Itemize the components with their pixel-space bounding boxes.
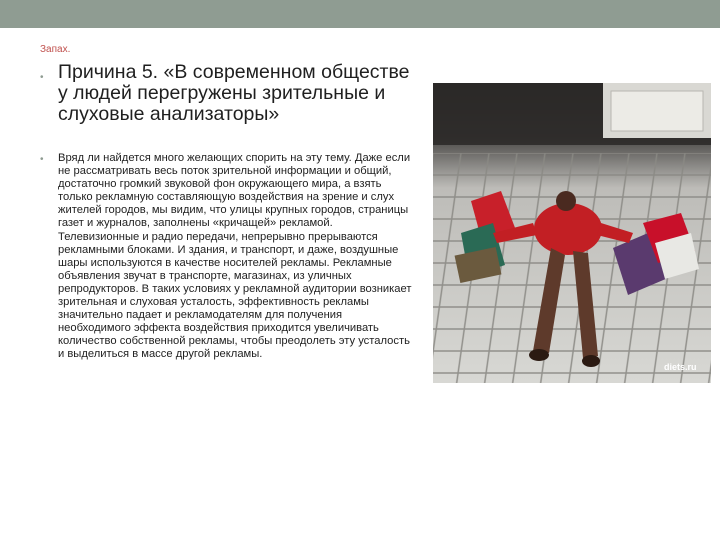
top-bar: [0, 0, 720, 28]
bullet-icon: •: [40, 72, 44, 83]
watermark-text: diets.ru: [664, 362, 697, 372]
section-label: Запах.: [40, 44, 71, 55]
slide-body-text: Вряд ли найдется много желающих спорить на эту тему. Даже если не рассматривать весь поток зрительной информации и общий, достаточно громкий звуковой фон окружающего мира, а взять только рекламную составляющую воздействия на зрение и слух жителей городов, мы видим, что улицы крупных городов, страницы газет и журналов, заполнены «кричащей» рекламой. Телевизионные и радио передачи, непрерывно прерываются рекламными блоками. И здания, и транспорт, и даже, воздушные шары используются в качестве носителей рекламы. Рекламные объявления звучат в транспорте, магазинах, из уличных репродукторов. В таких условиях у рекламной аудитории возникает зрительная и слуховая усталость, эффективность рекламы значительно падает и рекламодателям для получения необходимого эффекта воздействия приходится увеличивать количество собственной рекламы, чтобы преодолеть эту усталость и выделиться в массе другой рекламы.: [58, 152, 412, 361]
bullet-icon: •: [40, 154, 44, 165]
photo-man-on-floor-with-shopping-bags: [433, 83, 711, 383]
slide-heading: Причина 5. «В современном обществе у людей перегружены зрительные и слуховые анализаторы»: [58, 61, 410, 125]
